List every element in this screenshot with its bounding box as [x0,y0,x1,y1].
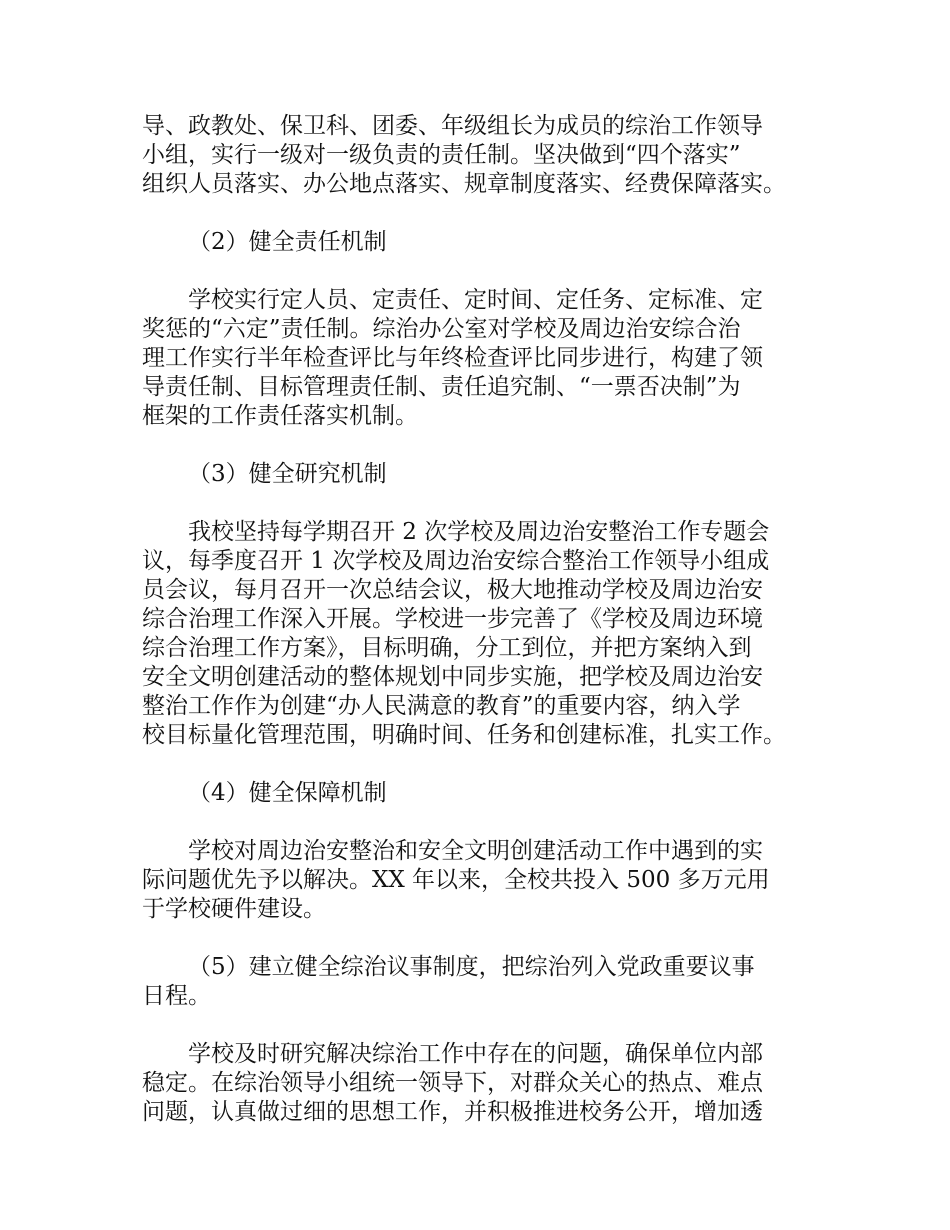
paragraph-guarantee [142,837,832,924]
paragraph-leadership-group [142,112,832,199]
text-line: 稳定。在综治领导小组统一领导下，对群众关心的热点、难点 [142,1070,763,1096]
text-line: 学校及时研究解决综治工作中存在的问题，确保单位内部 [188,1041,763,1067]
section-heading-3 [142,460,832,489]
text-line: 校目标量化管理范围，明确时间、任务和创建标准，扎实工作。 [142,722,786,748]
text-line: 于学校硬件建设。 [142,896,326,922]
text-line: 学校对周边治安整治和安全文明创建活动工作中遇到的实 [188,838,763,864]
text-line: 学校实行定人员、定责任、定时间、定任务、定标准、定 [188,287,763,313]
text-line: 小组，实行一级对一级负责的责任制。坚决做到“四个落实” [142,142,741,168]
text-line: 框架的工作责任落实机制。 [142,403,418,429]
heading-line: （4）健全保障机制 [188,780,387,806]
text-line: 问题，认真做过细的思想工作，并积极推进校务公开，增加透 [142,1099,763,1125]
text-line: 议，每季度召开 1 次学校及周边治安综合整治工作领导小组成 [142,548,770,574]
text-line: 际问题优先予以解决。XX 年以来，全校共投入 500 多万元用 [142,867,770,893]
document-body [142,112,832,1156]
text-line: 整治工作作为创建“办人民满意的教育”的重要内容，纳入学 [142,693,741,719]
text-line: 员会议，每月召开一次总结会议，极大地推动学校及周边治安 [142,577,763,603]
text-line: 理工作实行半年检查评比与年终检查评比同步进行，构建了领 [142,345,763,371]
text-line: 组织人员落实、办公地点落实、规章制度落实、经费保障落实。 [142,171,786,197]
text-line: 导责任制、目标管理责任制、责任追究制、“一票否决制”为 [142,374,741,400]
heading-line: （5）建立健全综治议事制度，把综治列入党政重要议事 [188,954,755,980]
paragraph-research [142,518,832,750]
section-heading-5 [142,953,832,1011]
heading-line: （2）健全责任机制 [188,229,387,255]
paragraph-stability [142,1040,832,1127]
text-line: 奖惩的“六定”责任制。综治办公室对学校及周边治安综合治 [142,316,741,342]
text-line: 综合治理工作方案》，目标明确，分工到位，并把方案纳入到 [142,635,752,661]
text-line: 我校坚持每学期召开 2 次学校及周边治安整治工作专题会 [188,519,770,545]
paragraph-responsibility [142,286,832,431]
heading-line: 日程。 [142,983,211,1009]
text-line: 导、政教处、保卫科、团委、年级组长为成员的综治工作领导 [142,113,763,139]
heading-line: （3）健全研究机制 [188,461,387,487]
section-heading-4 [142,779,832,808]
text-line: 安全文明创建活动的整体规划中同步实施，把学校及周边治安 [142,664,763,690]
section-heading-2 [142,228,832,257]
text-line: 综合治理工作深入开展。学校进一步完善了《学校及周边环境 [142,606,763,632]
